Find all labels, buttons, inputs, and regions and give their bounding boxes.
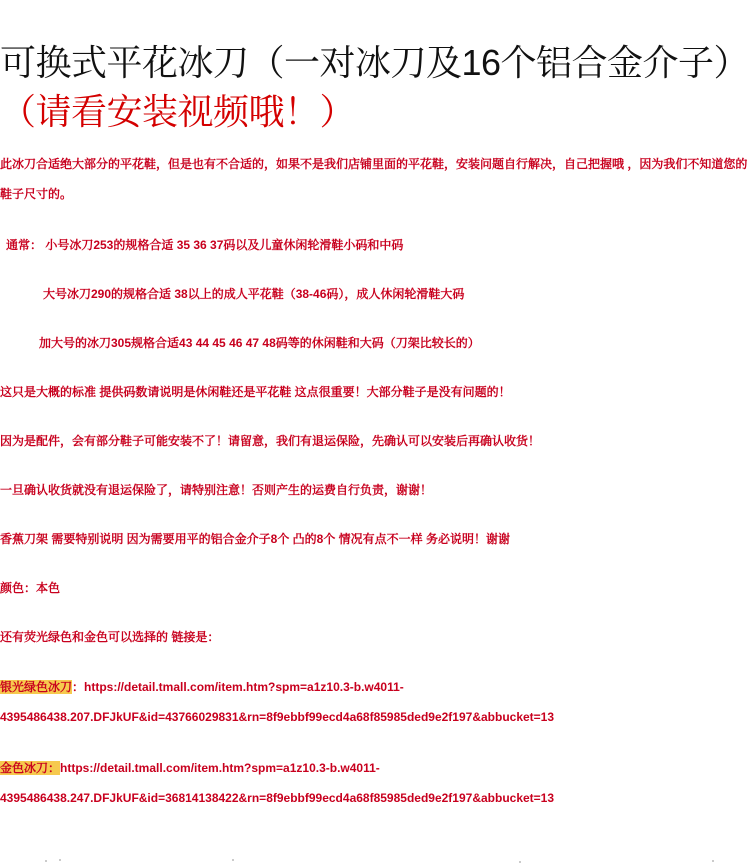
accessory-note: 因为是配件，会有部分鞋子可能安装不了！请留意，我们有退运保险，先确认可以安装后再确认收货！ bbox=[0, 434, 541, 448]
size-large-note: 大号冰刀290的规格合适 38以上的成人平花鞋（38-46码），成人休闲轮滑鞋大码 bbox=[43, 287, 465, 301]
green-link-label: 银光绿色冰刀 bbox=[0, 680, 73, 694]
gold-link-label: 金色冰刀： bbox=[0, 761, 61, 775]
bottom-edge-decoration bbox=[0, 855, 750, 865]
title-note: （请看安装视频哦！） bbox=[0, 91, 356, 132]
standard-note: 这只是大概的标准 提供码数请说明是休闲鞋还是平花鞋 这点很重要！大部分鞋子是没有问题的！ bbox=[0, 385, 511, 399]
size-small-note: 通常： 小号冰刀253的规格合适 35 36 37码以及儿童休闲轮滑鞋小码和中码 bbox=[6, 238, 404, 252]
green-link-url[interactable]: ：https://detail.tmall.com/item.htm?spm=a1z10.3-b.w4011-4395486438.207.DFJkUF&id=43766029831&rn=8f9ebbf99ecd4a68f85985ded9e2f197&abbucket=13 bbox=[0, 680, 555, 724]
gold-link-url[interactable]: https://detail.tmall.com/item.htm?spm=a1z10.3-b.w4011-4395486438.247.DFJkUF&id=36814138422&rn=8f9ebbf99ecd4a68f85985ded9e2f197&abbucket=13 bbox=[0, 761, 555, 805]
title-main: 可换式平花冰刀（一对冰刀及16个铝合金介子） bbox=[0, 42, 750, 83]
banana-frame-note: 香蕉刀架 需要特别说明 因为需要用平的铝合金介子8个 凸的8个 情况有点不一样 务必说明！谢谢 bbox=[0, 532, 511, 546]
color-note: 颜色：本色 bbox=[0, 581, 61, 595]
page-title bbox=[0, 38, 750, 136]
intro-note: 此冰刀合适绝大部分的平花鞋，但是也有不合适的，如果不是我们店铺里面的平花鞋，安装问题自行解决，自己把握哦 ，因为我们不知道您的鞋子尺寸的。 bbox=[0, 157, 748, 201]
size-xlarge-note: 加大号的冰刀305规格合适43 44 45 46 47 48码等的休闲鞋和大码（刀架比较长的） bbox=[39, 336, 480, 350]
gold-link-block bbox=[0, 753, 750, 813]
options-note: 还有荧光绿色和金色可以选择的 链接是： bbox=[0, 630, 220, 644]
confirm-note: 一旦确认收货就没有退运保险了，请特别注意！否则产生的运费自行负责，谢谢！ bbox=[0, 483, 433, 497]
green-link-block bbox=[0, 672, 750, 732]
